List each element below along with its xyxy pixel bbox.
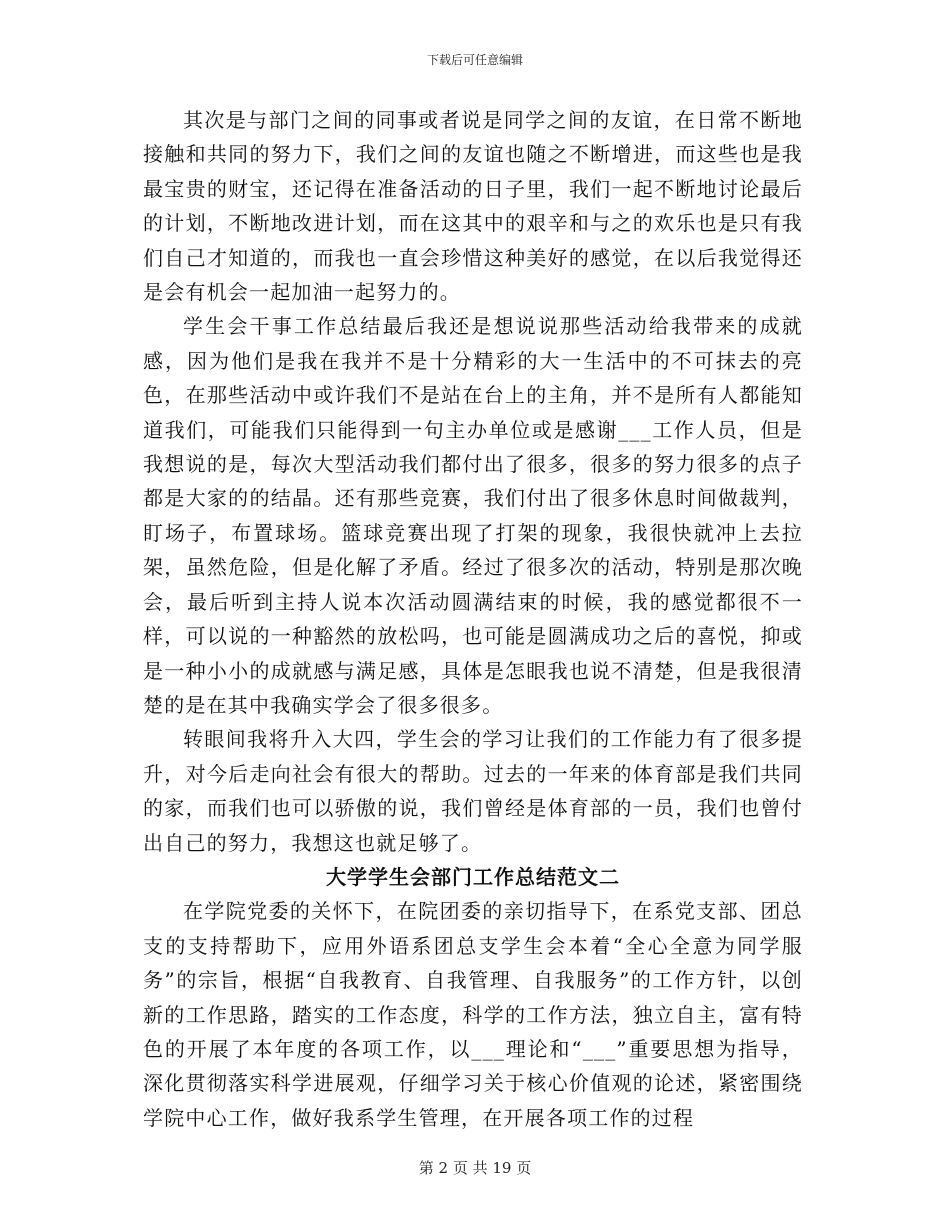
paragraph-section-intro: 在学院党委的关怀下，在院团委的亲切指导下，在系党支部、团总支的支持帮助下，应用外语系团总支学生会本着“全心全意为同学服务”的宗旨，根据“自我教育、自我管理、自我服务”的工作方针，以创新的工作思路，踏实的工作态度，科学的工作方法，独立自主，富有特色的开展了本年度的各项工作，以___理论和“___”重要思想为指导，深化贯彻落实科学进展观，仔细学习关于核心价值观的论述，紧密围绕学院中心工作，做好我系学生管理，在开展各项工作的过程 (143, 899, 803, 1130)
page-number: 第 2 页 共 19 页 (418, 1159, 532, 1177)
section-title: 大学学生会部门工作总结范文二 (326, 864, 620, 889)
paragraph-achievement: 学生会干事工作总结最后我还是想说说那些活动给我带来的成就感，因为他们是我在我并不是十分精彩的大一生活中的不可抹去的亮色，在那些活动中或许我们不是站在台上的主角，并不是所有人都能知道我们，可能我们只能得到一句主办单位或是感谢___工作人员，但是我想说的是，每次大型活动我们都付出了很多，很多的努力很多的点子都是大家的的结晶。还有那些竞赛，我们付出了很多休息时间做裁判，盯场子，布置球场。篮球竞赛出现了打架的现象，我很快就冲上去拉架，虽然危险，但是化解了矛盾。经过了很多次的活动，特别是那次晚会，最后听到主持人说本次活动圆满结束的时候，我的感觉都很不一样，可以说的一种豁然的放松吗，也可能是圆满成功之后的喜悦，抑或是一种小小的成就感与满足感，具体是怎眼我也说不清楚，但是我很清楚的是在其中我确实学会了很多很多。 (143, 314, 803, 717)
page-header: 下载后可任意编辑 (426, 53, 523, 67)
paragraph-senior-year: 转眼间我将升入大四，学生会的学习让我们的工作能力有了很多提升，对今后走向社会有很大的帮助。过去的一年来的体育部是我们共同的家，而我们也可以骄傲的说，我们曾经是体育部的一员，我们也曾付出自己的努力，我想这也就足够了。 (143, 727, 803, 855)
paragraph-friendship: 其次是与部门之间的同事或者说是同学之间的友谊，在日常不断地接触和共同的努力下，我们之间的友谊也随之不断增进，而这些也是我最宝贵的财宝，还记得在准备活动的日子里，我们一起不断地讨论最后的计划，不断地改进计划，而在这其中的艰辛和与之的欢乐也是只有我们自己才知道的，而我也一直会珍惜这种美好的感觉，在以后我觉得还是会有机会一起加油一起努力的。 (143, 108, 803, 305)
document-body (143, 103, 803, 1135)
